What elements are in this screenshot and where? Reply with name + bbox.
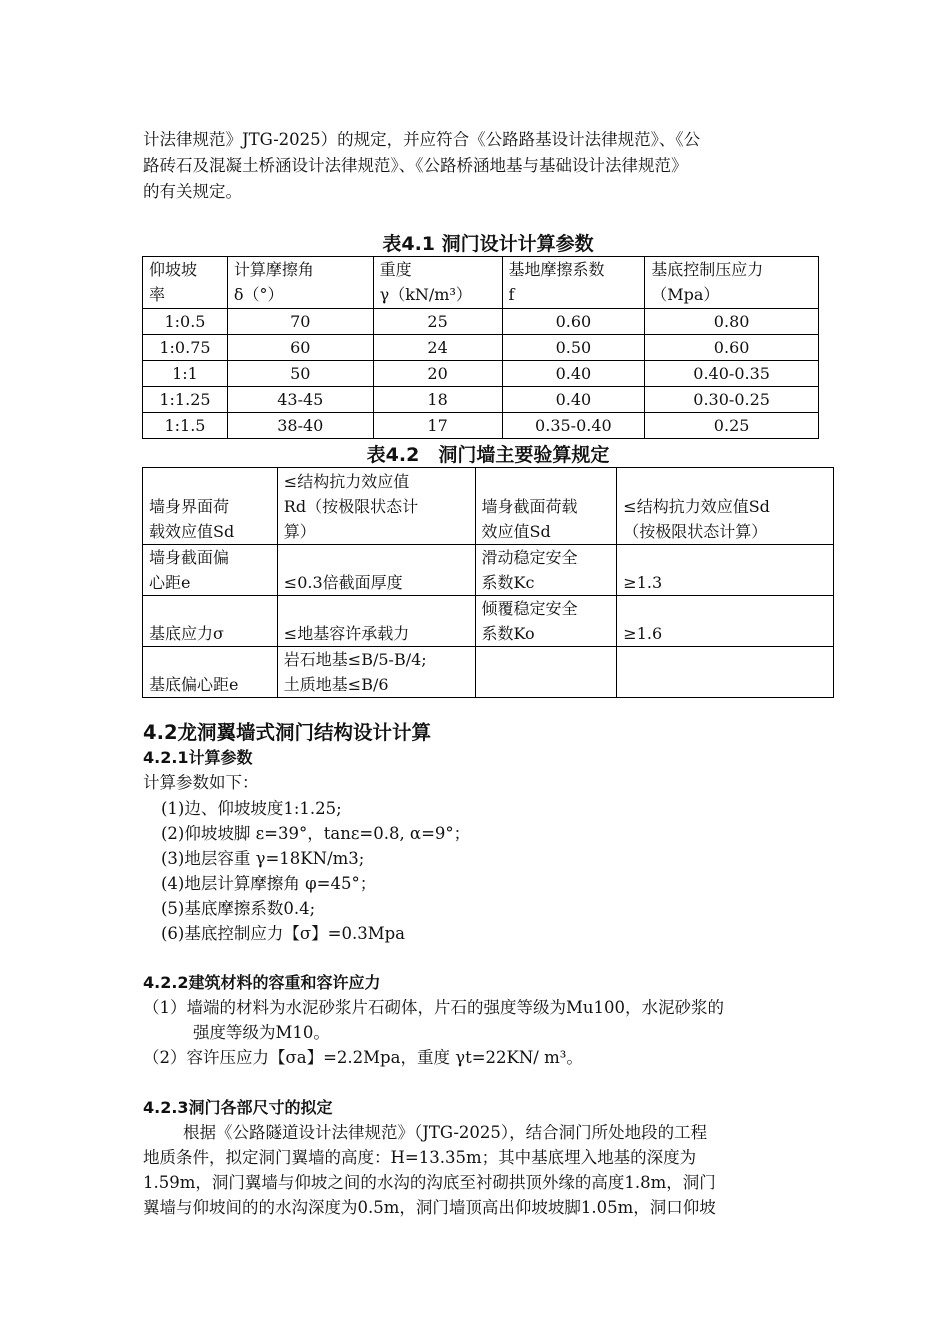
table-row	[143, 545, 834, 596]
material-item: （1）墙端的材料为水泥砂浆片石砌体，片石的强度等级为Mu100，水泥砂浆的	[143, 998, 725, 1017]
table-cell: 38-40	[227, 413, 373, 439]
table-cell: 基底应力σ	[143, 596, 278, 647]
table-cell: 0.40-0.35	[645, 361, 819, 387]
table1-header-cell: 计算摩擦角 δ（°）	[227, 257, 373, 309]
table1-header-cell: 仰坡坡 率	[143, 257, 228, 309]
table-cell: 0.40	[502, 361, 645, 387]
section-heading-4-2: 4.2龙洞翼墙式洞门结构设计计算	[143, 721, 432, 744]
table2-caption: 表4.2 洞门墙主要验算规定	[366, 444, 610, 466]
table-cell: ≥1.3	[617, 545, 834, 596]
table-row	[143, 647, 834, 698]
table-cell: 60	[227, 335, 373, 361]
table-cell: 1:1	[143, 361, 228, 387]
table-cell: ≤0.3倍截面厚度	[277, 545, 475, 596]
table-row	[143, 309, 819, 335]
verification-rules-table	[142, 467, 834, 698]
table-cell: 0.80	[645, 309, 819, 335]
table-cell: 墙身截面偏 心距e	[143, 545, 278, 596]
table-cell: 倾覆稳定安全 系数Ko	[475, 596, 617, 647]
body-line: 根据《公路隧道设计法律规范》（JTG-2025），结合洞门所处地段的工程	[183, 1123, 708, 1142]
table-cell: 1:0.5	[143, 309, 228, 335]
table-row	[143, 387, 819, 413]
table-cell: 滑动稳定安全 系数Kc	[475, 545, 617, 596]
param-item: (2)仰坡坡脚 ε=39°，tanε=0.8, α=9°；	[161, 824, 471, 843]
table-row	[143, 468, 834, 545]
intro-line-3: 的有关规定。	[143, 182, 242, 201]
material-item: （2）容许压应力【σa】=2.2Mpa，重度 γt=22KN/ m³。	[143, 1048, 583, 1067]
table-cell: 43-45	[227, 387, 373, 413]
table-cell: 0.25	[645, 413, 819, 439]
table-cell: 70	[227, 309, 373, 335]
param-item: (5)基底摩擦系数0.4;	[161, 899, 316, 918]
section-heading-4-2-2: 4.2.2建筑材料的容重和容许应力	[143, 973, 381, 992]
table-row	[143, 335, 819, 361]
table-cell: ≤结构抗力效应值 Rd（按极限状态计 算）	[277, 468, 475, 545]
table-cell: 1:1.25	[143, 387, 228, 413]
body-line: 1.59m，洞门翼墙与仰坡之间的水沟的沟底至衬砌拱顶外缘的高度1.8m，洞门	[143, 1173, 716, 1192]
params-lead: 计算参数如下：	[143, 773, 259, 792]
table-cell: ≤地基容许承载力	[277, 596, 475, 647]
table1-caption: 表4.1 洞门设计计算参数	[382, 233, 594, 255]
design-parameters-table	[142, 256, 819, 439]
param-item: (4)地层计算摩擦角 φ=45°；	[161, 874, 377, 893]
table-cell: 0.30-0.25	[645, 387, 819, 413]
param-item: (1)边、仰坡坡度1:1.25;	[161, 799, 342, 818]
table-cell: 0.50	[502, 335, 645, 361]
table1-header-cell: 重度 γ（kN/m³）	[373, 257, 502, 309]
table-cell: 17	[373, 413, 502, 439]
table-cell: 24	[373, 335, 502, 361]
material-item: 强度等级为M10。	[193, 1023, 330, 1042]
table-cell: 基底偏心距e	[143, 647, 278, 698]
table-cell: 1:1.5	[143, 413, 228, 439]
table-cell: ≤结构抗力效应值Sd （按极限状态计算）	[617, 468, 834, 545]
table-row	[143, 361, 819, 387]
table-cell: 墙身截面荷载 效应值Sd	[475, 468, 617, 545]
table1-header-cell: 基底控制压应力 （Mpa）	[645, 257, 819, 309]
table-cell: 0.60	[645, 335, 819, 361]
table-row	[143, 596, 834, 647]
table1-header-row	[143, 257, 819, 309]
table-cell: 0.60	[502, 309, 645, 335]
table-cell	[617, 647, 834, 698]
table-cell: 50	[227, 361, 373, 387]
body-line: 翼墙与仰坡间的的水沟深度为0.5m，洞门墙顶高出仰坡坡脚1.05m，洞口仰坡	[143, 1198, 716, 1217]
param-item: (6)基底控制应力【σ】=0.3Mpa	[161, 924, 405, 943]
section-heading-4-2-3: 4.2.3洞门各部尺寸的拟定	[143, 1098, 333, 1117]
table1-header-cell: 基地摩擦系数 f	[502, 257, 645, 309]
table-cell: 18	[373, 387, 502, 413]
table-row	[143, 413, 819, 439]
body-line: 地质条件，拟定洞门翼墙的高度：H=13.35m；其中基底埋入地基的深度为	[143, 1148, 697, 1167]
section-heading-4-2-1: 4.2.1计算参数	[143, 748, 253, 767]
table-cell: 0.35-0.40	[502, 413, 645, 439]
table-cell: 20	[373, 361, 502, 387]
table-cell: ≥1.6	[617, 596, 834, 647]
table-cell: 1:0.75	[143, 335, 228, 361]
table-cell: 0.40	[502, 387, 645, 413]
table-cell: 岩石地基≤B/5-B/4; 土质地基≤B/6	[277, 647, 475, 698]
param-item: (3)地层容重 γ=18KN/m3;	[161, 849, 365, 868]
intro-line-1: 计法律规范》JTG-2025）的规定，并应符合《公路路基设计法律规范》、《公	[143, 130, 701, 149]
intro-line-2: 路砖石及混凝土桥涵设计法律规范》、《公路桥涵地基与基础设计法律规范》	[143, 156, 688, 175]
table-cell	[475, 647, 617, 698]
table-cell: 25	[373, 309, 502, 335]
table-cell: 墙身界面荷 载效应值Sd	[143, 468, 278, 545]
